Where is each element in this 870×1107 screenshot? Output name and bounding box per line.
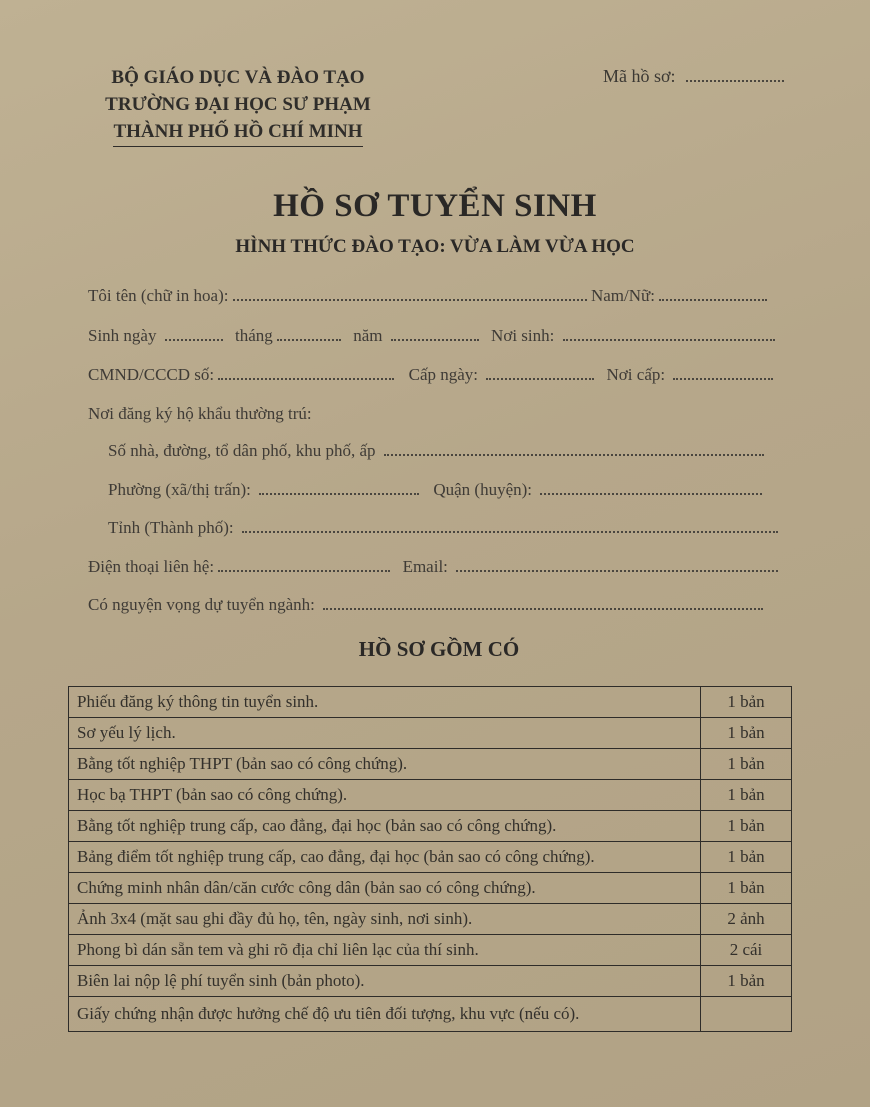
gender-blank[interactable] — [659, 298, 767, 301]
issue-date-blank[interactable] — [486, 377, 594, 380]
document-quantity: 1 bản — [701, 718, 792, 749]
id-label: CMND/CCCD số: — [88, 365, 215, 384]
document-row — [69, 811, 792, 842]
university-city: THÀNH PHỐ HỒ CHÍ MINH — [113, 118, 362, 147]
birth-row — [88, 326, 775, 346]
file-code-label: Mã hồ sơ: — [603, 66, 676, 86]
form-title: HỒ SƠ TUYỂN SINH — [273, 188, 597, 224]
gender-label: Nam/Nữ: — [590, 286, 655, 305]
phone-label: Điện thoại liên hệ: — [88, 557, 215, 576]
address-row — [108, 441, 764, 461]
birth-month-blank[interactable] — [277, 338, 341, 341]
documents-table — [68, 686, 792, 1032]
document-quantity: 1 bản — [701, 873, 792, 904]
document-row — [69, 687, 792, 718]
residence-label: Nơi đăng ký hộ khẩu thường trú: — [88, 404, 312, 423]
province-row — [108, 518, 778, 538]
document-row — [69, 718, 792, 749]
birth-month-label: tháng — [234, 326, 273, 345]
email-label: Email: — [402, 557, 448, 576]
issuing-authority — [98, 64, 378, 147]
address-blank[interactable] — [384, 453, 764, 456]
ward-blank[interactable] — [259, 492, 419, 495]
phone-blank[interactable] — [218, 569, 390, 572]
document-quantity: 1 bản — [701, 842, 792, 873]
ward-district-row — [108, 480, 762, 500]
issue-place-label: Nơi cấp: — [606, 365, 666, 384]
document-row — [69, 935, 792, 966]
province-label: Tỉnh (Thành phố): — [108, 518, 234, 537]
ward-label: Phường (xã/thị trấn): — [108, 480, 251, 499]
document-quantity: 2 cái — [701, 935, 792, 966]
birth-day-label: Sinh ngày — [88, 326, 157, 345]
issue-date-label: Cấp ngày: — [408, 365, 479, 384]
address-label: Số nhà, đường, tổ dân phố, khu phố, ấp — [108, 441, 376, 460]
document-row — [69, 966, 792, 997]
document-quantity: 2 ảnh — [701, 904, 792, 935]
document-item: Bằng tốt nghiệp trung cấp, cao đẳng, đại học (bản sao có công chứng). — [69, 811, 701, 842]
documents-heading: HỒ SƠ GỒM CÓ — [358, 637, 520, 661]
document-item: Chứng minh nhân dân/căn cước công dân (bản sao có công chứng). — [69, 873, 701, 904]
document-item: Ảnh 3x4 (mặt sau ghi đầy đủ họ, tên, ngày sinh, nơi sinh). — [69, 904, 701, 935]
university-name: TRƯỜNG ĐẠI HỌC SƯ PHẠM — [105, 94, 371, 115]
document-quantity: 1 bản — [701, 749, 792, 780]
form-subtitle: HÌNH THỨC ĐÀO TẠO: VỪA LÀM VỪA HỌC — [235, 236, 635, 257]
file-code-blank[interactable] — [686, 79, 784, 82]
birth-day-blank[interactable] — [165, 338, 223, 341]
major-label: Có nguyện vọng dự tuyển ngành: — [88, 595, 315, 614]
document-quantity — [701, 997, 792, 1032]
document-item: Phiếu đăng ký thông tin tuyển sinh. — [69, 687, 701, 718]
document-item: Phong bì dán sẵn tem và ghi rõ địa chỉ liên lạc của thí sinh. — [69, 935, 701, 966]
full-name-row — [88, 286, 767, 306]
document-quantity: 1 bản — [701, 966, 792, 997]
id-blank[interactable] — [218, 377, 394, 380]
birth-year-blank[interactable] — [391, 338, 479, 341]
major-blank[interactable] — [323, 607, 763, 610]
full-name-label: Tôi tên (chữ in hoa): — [88, 286, 229, 305]
file-code-field — [603, 66, 784, 87]
district-blank[interactable] — [540, 492, 762, 495]
document-row — [69, 749, 792, 780]
document-row — [69, 904, 792, 935]
document-row — [69, 997, 792, 1032]
full-name-blank[interactable] — [233, 298, 587, 301]
document-item: Biên lai nộp lệ phí tuyển sinh (bản photo). — [69, 966, 701, 997]
residence-heading — [88, 404, 312, 424]
document-row — [69, 873, 792, 904]
document-item: Bảng điểm tốt nghiệp trung cấp, cao đẳng, đại học (bản sao có công chứng). — [69, 842, 701, 873]
document-quantity: 1 bản — [701, 687, 792, 718]
id-row — [88, 365, 773, 385]
document-quantity: 1 bản — [701, 811, 792, 842]
birthplace-label: Nơi sinh: — [491, 326, 555, 345]
document-item: Giấy chứng nhận được hưởng chế độ ưu tiên đối tượng, khu vực (nếu có). — [69, 997, 701, 1032]
province-blank[interactable] — [242, 530, 778, 533]
document-item: Bằng tốt nghiệp THPT (bản sao có công chứng). — [69, 749, 701, 780]
document-row — [69, 780, 792, 811]
document-item: Sơ yếu lý lịch. — [69, 718, 701, 749]
ministry-name: BỘ GIÁO DỤC VÀ ĐÀO TẠO — [111, 67, 365, 88]
document-quantity: 1 bản — [701, 780, 792, 811]
district-label: Quận (huyện): — [433, 480, 533, 499]
birthplace-blank[interactable] — [563, 338, 775, 341]
email-blank[interactable] — [456, 569, 778, 572]
document-row — [69, 842, 792, 873]
birth-year-label: năm — [353, 326, 383, 345]
issue-place-blank[interactable] — [673, 377, 773, 380]
contact-row — [88, 557, 778, 577]
major-row — [88, 595, 763, 615]
document-item: Học bạ THPT (bản sao có công chứng). — [69, 780, 701, 811]
